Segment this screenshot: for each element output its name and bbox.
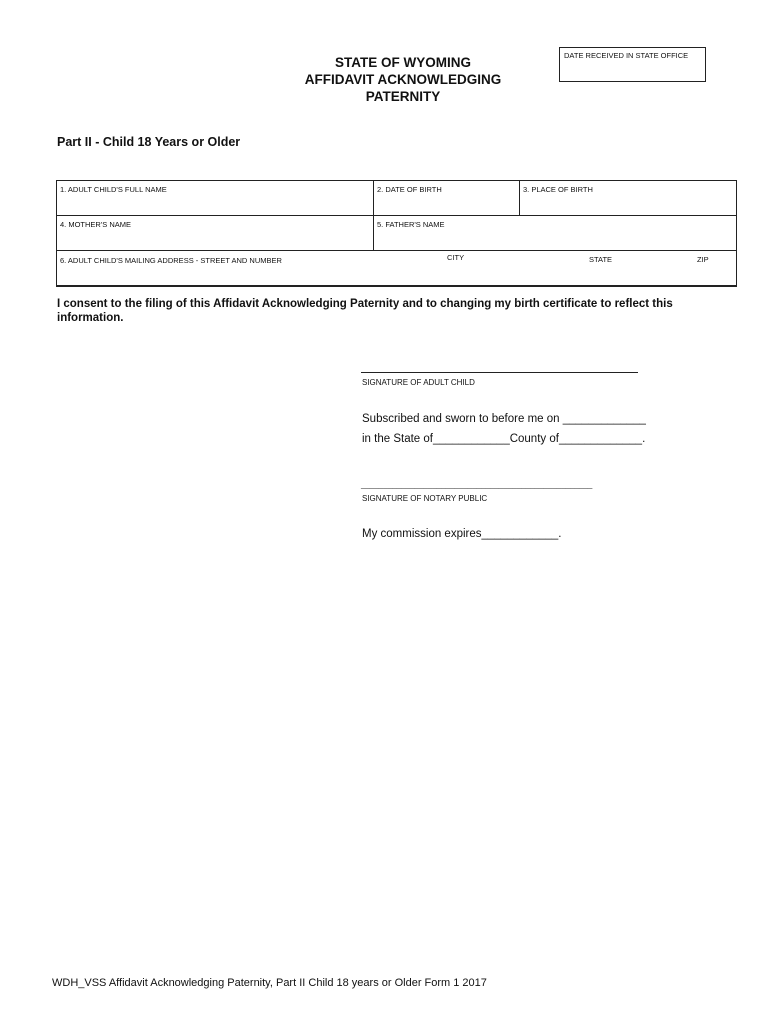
place-of-birth-label: 3. PLACE OF BIRTH bbox=[523, 185, 593, 194]
adult-child-signature-label: SIGNATURE OF ADULT CHILD bbox=[362, 378, 475, 387]
notary-signature-line[interactable]: ____________________________________________________ bbox=[361, 480, 593, 489]
city-label: CITY bbox=[447, 253, 465, 262]
subscribed-sworn-line: Subscribed and sworn to before me on _____________ bbox=[362, 413, 646, 425]
title-line-2: AFFIDAVIT ACKNOWLEDGING bbox=[304, 72, 502, 87]
title-line-1: STATE OF WYOMING bbox=[335, 55, 471, 70]
adult-child-name-label: 1. ADULT CHILD'S FULL NAME bbox=[60, 185, 167, 194]
commission-expires-line: My commission expires____________. bbox=[362, 528, 562, 540]
child-info-table bbox=[56, 180, 737, 287]
date-of-birth-field[interactable] bbox=[374, 181, 520, 216]
date-of-birth-label: 2. DATE OF BIRTH bbox=[377, 185, 442, 194]
mailing-address-label: 6. ADULT CHILD'S MAILING ADDRESS - STREET AND NUMBER bbox=[60, 256, 282, 265]
part-heading: Part II - Child 18 Years or Older bbox=[57, 135, 241, 149]
date-received-label: DATE RECEIVED IN STATE OFFICE bbox=[564, 51, 689, 60]
adult-child-name-field[interactable] bbox=[57, 181, 374, 216]
form-title bbox=[270, 54, 536, 105]
notary-signature-label: SIGNATURE OF NOTARY PUBLIC bbox=[362, 494, 488, 503]
place-of-birth-field[interactable] bbox=[520, 181, 737, 216]
mothers-name-label: 4. MOTHER'S NAME bbox=[60, 220, 132, 229]
consent-statement: I consent to the filing of this Affidavit Acknowledging Paternity and to changing my birth certificate to reflect this information. bbox=[57, 298, 673, 324]
state-county-line: in the State of____________County of_____________. bbox=[362, 433, 646, 445]
mothers-name-field[interactable] bbox=[57, 216, 374, 251]
fathers-name-label: 5. FATHER'S NAME bbox=[377, 220, 445, 229]
form-footer: WDH_VSS Affidavit Acknowledging Paternity, Part II Child 18 years or Older Form 1 2017 bbox=[52, 977, 487, 989]
state-label: STATE bbox=[589, 255, 613, 264]
date-received-field[interactable] bbox=[559, 47, 706, 82]
mailing-address-row bbox=[57, 251, 736, 285]
zip-label: ZIP bbox=[697, 255, 709, 264]
adult-child-signature-line[interactable] bbox=[361, 372, 638, 373]
fathers-name-field[interactable] bbox=[374, 216, 737, 251]
mailing-address-field[interactable] bbox=[57, 251, 737, 287]
title-line-3: PATERNITY bbox=[365, 89, 441, 104]
